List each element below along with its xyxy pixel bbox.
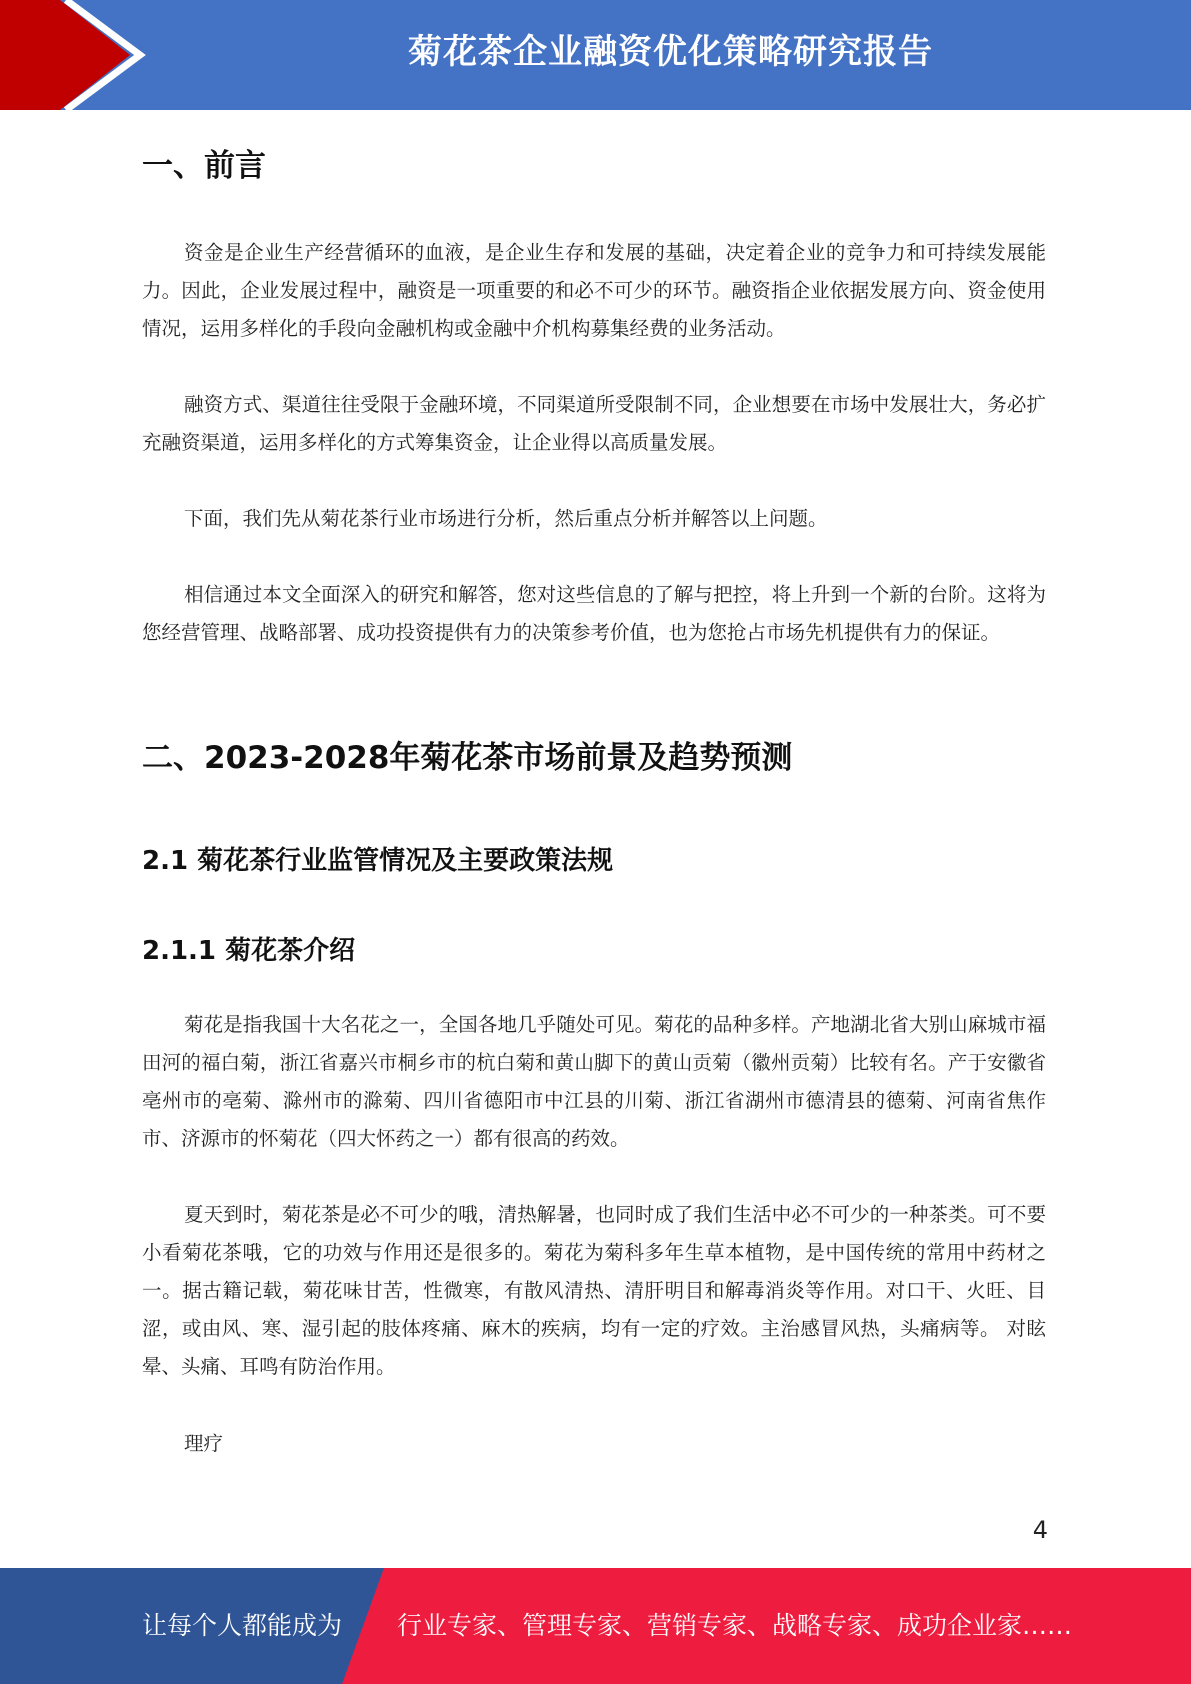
section-heading-preface: 一、前言 — [142, 148, 266, 184]
subsection-heading-regulation: 2.1 菊花茶行业监管情况及主要政策法规 — [142, 846, 614, 876]
page-number: 4 — [1032, 1516, 1048, 1544]
section-heading-market-forecast: 二、2023-2028年菊花茶市场前景及趋势预测 — [142, 740, 793, 776]
paragraph-introduction-3: 理疗 — [184, 1432, 224, 1455]
footer-slogan-right: 行业专家、管理专家、营销专家、战略专家、成功企业家…… — [397, 1611, 1073, 1640]
footer-slogan-left: 让每个人都能成为 — [142, 1611, 343, 1640]
footer-banner — [0, 1568, 1191, 1684]
paragraph-preface-1: 资金是企业生产经营循环的血液，是企业生存和发展的基础，决定着企业的竞争力和可持续发展能力。因此，企业发展过程中，融资是一项重要的和必不可少的环节。融资指企业依据发展方向、资金使用情况，运用多样化的手段向金融机构或金融中介机构募集经费的业务活动。 — [142, 241, 1046, 340]
paragraph-preface-3: 下面，我们先从菊花茶行业市场进行分析，然后重点分析并解答以上问题。 — [184, 507, 828, 530]
paragraph-introduction-2: 夏天到时，菊花茶是必不可少的哦，清热解暑，也同时成了我们生活中必不可少的一种茶类。可不要小看菊花茶哦，它的功效与作用还是很多的。菊花为菊科多年生草本植物，是中国传统的常用中药材之一。据古籍记载，菊花味甘苦，性微寒，有散风清热、清肝明目和解毒消炎等作用。对口干、火旺、目涩，或由风、寒、湿引起的肢体疼痛、麻木的疾病，均有一定的疗效。主治感冒风热，头痛病等。 对眩晕、头痛、耳鸣有防治作用。 — [142, 1203, 1046, 1378]
paragraph-introduction-1: 菊花是指我国十大名花之一，全国各地几乎随处可见。菊花的品种多样。产地湖北省大别山麻城市福田河的福白菊，浙江省嘉兴市桐乡市的杭白菊和黄山脚下的黄山贡菊（徽州贡菊）比较有名。产于安徽省亳州市的亳菊、滁州市的滁菊、四川省德阳市中江县的川菊、浙江省湖州市德清县的德菊、河南省焦作市、济源市的怀菊花（四大怀药之一）都有很高的药效。 — [142, 1013, 1046, 1150]
header-banner — [0, 0, 1191, 110]
subsection-heading-introduction: 2.1.1 菊花茶介绍 — [142, 936, 356, 966]
paragraph-preface-2: 融资方式、渠道往往受限于金融环境，不同渠道所受限制不同，企业想要在市场中发展壮大，务必扩充融资渠道，运用多样化的方式筹集资金，让企业得以高质量发展。 — [142, 393, 1046, 454]
document-title: 菊花茶企业融资优化策略研究报告 — [408, 32, 933, 72]
header-chevron-decoration — [0, 0, 160, 110]
paragraph-preface-4: 相信通过本文全面深入的研究和解答，您对这些信息的了解与把控，将上升到一个新的台阶。这将为您经营管理、战略部署、成功投资提供有力的决策参考价值，也为您抢占市场先机提供有力的保证。 — [142, 583, 1046, 644]
